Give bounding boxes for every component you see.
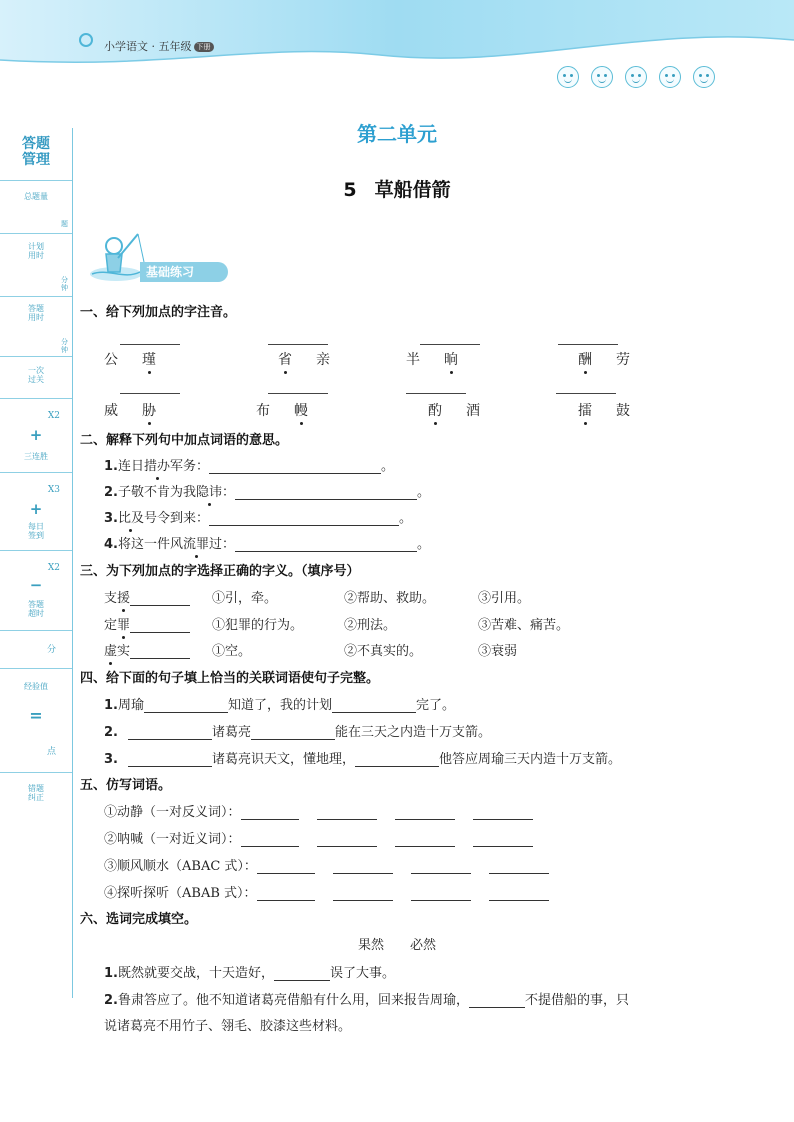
answer-blank[interactable] [257,886,315,901]
dotted-word: 风流罪过 [170,537,223,552]
label-line: 用时 [28,251,44,260]
answer-blank[interactable] [274,966,330,981]
answer-blank[interactable] [251,725,335,740]
answer-blank[interactable] [130,591,190,606]
q3-option: ②刑法。 [344,618,397,633]
text: 。 [381,459,395,474]
char: 鼓 [616,403,630,419]
label-line: 过关 [28,375,44,384]
q4-heading: 四、给下面的句子填上恰当的关联词语使句子完整。 [80,671,380,686]
answer-blank[interactable] [209,511,399,526]
dotted-char: 省 [278,352,292,368]
char: 公 [104,352,118,368]
answer-blank[interactable] [130,618,190,633]
exp-label: 经验值 [24,682,48,691]
item-number: 3. [104,511,118,526]
plus-sign: + [29,426,43,444]
text: 。 [417,537,431,552]
label-line: 答题 [28,600,44,609]
text: 军务： [170,459,210,474]
label-line: 错题 [28,784,44,793]
q2-item [104,455,394,474]
answer-blank[interactable] [241,805,299,820]
dotted-char: 晌 [444,352,458,368]
word-choulao [578,349,630,369]
dotted-word: 隐讳 [196,485,223,500]
answer-blank[interactable] [235,485,417,500]
unit-title: 第二单元 [357,122,437,146]
q5-item [104,828,533,847]
dotted-char: 擂 [578,403,592,419]
answer-blank[interactable] [332,698,416,713]
char: 威 [104,403,118,419]
word-buman [256,400,308,420]
smiley-icon [591,66,613,88]
answer-blank[interactable] [257,859,315,874]
overtime-label [0,600,72,618]
plan-time-label [0,242,72,260]
answer-blank[interactable] [469,993,525,1008]
multiplier-x2: X2 [47,411,60,421]
text: 将这一件 [117,537,170,552]
char: 实 [117,644,131,659]
answer-blank[interactable] [333,859,393,874]
dotted-char: 胁 [142,403,156,419]
label-line: 用时 [28,313,44,322]
sidebar-title-line: 答题 [22,136,50,152]
char: 酒 [466,403,480,419]
answer-blank[interactable] [489,886,549,901]
answer-blank[interactable] [235,537,417,552]
text: 知道了，我的计划 [228,698,333,713]
item-number: 2. [104,993,118,1008]
word-weixie [104,400,156,420]
pinyin-blank[interactable] [268,344,328,345]
q3-option: ②帮助、救助。 [344,591,436,606]
q3-word [104,614,190,633]
q4-item [104,694,455,713]
word-gongjin [104,349,156,369]
dotted-char: 虚 [104,644,118,659]
char: 布 [256,403,270,419]
dotted-char: 瑾 [142,352,156,368]
char: 定 [104,618,118,633]
first-pass-label [0,366,72,384]
smiley-icon [557,66,579,88]
answer-blank[interactable] [473,805,533,820]
unit-line: 钟 [61,346,68,354]
score-unit: 分 [46,645,56,655]
q3-option: ①空。 [212,644,252,659]
brand-label: 小学语文 · 五年级 [104,40,192,53]
text: 不提借船的事，只 [525,993,630,1008]
q3-option: ②不真实的。 [344,644,423,659]
divider [0,550,72,551]
label-line: 每日 [28,522,44,531]
q4-item [104,748,621,767]
text: ④探听探听（ABAB 式）： [104,886,257,901]
answer-blank[interactable] [130,644,190,659]
answer-blank[interactable] [241,832,299,847]
divider [0,472,72,473]
text: ③顺风顺水（ABAC 式）： [104,859,257,874]
dotted-char: 幔 [294,403,308,419]
text: 既然就要交战，十天造好， [117,966,274,981]
divider [0,398,72,399]
lesson-title [0,175,794,202]
label-line: 答题 [28,304,44,313]
answer-blank[interactable] [144,698,228,713]
q2-item [104,481,430,500]
text: 周瑜 [117,698,144,713]
divider [0,233,72,234]
lesson-name: 草船借箭 [374,179,451,201]
item-number: 3. [104,752,118,767]
smiley-icon [659,66,681,88]
text: 连日 [117,459,144,474]
plus-sign: + [29,500,43,518]
word-zhuojiu [428,400,480,420]
text: 子敬不肯为我 [117,485,196,500]
q3-option: ③衰弱 [478,644,518,659]
label-line: 一次 [28,366,44,375]
label-line: 签到 [28,531,44,540]
label-line: 超时 [28,609,44,618]
q6-word-choices: 果然 必然 [358,938,437,953]
multiplier-x2: X2 [47,563,60,573]
smiley-icon [693,66,715,88]
text: 诸葛亮识天文，懂地理， [211,752,355,767]
text: 诸葛亮 [211,725,251,740]
q2-item [104,533,430,552]
answer-management-sidebar [0,128,73,998]
answer-blank[interactable] [355,752,439,767]
plan-time-unit [61,276,68,292]
text: 。 [417,485,431,500]
text: 。 [399,511,413,526]
q5-item [104,855,549,874]
q3-heading: 三、为下列加点的字选择正确的字义。（填序号） [80,564,360,579]
lesson-number: 5 [343,179,357,201]
text: 他答应周瑜三天内造十万支箭。 [439,752,622,767]
smiley-icon [625,66,647,88]
text: 鲁肃答应了。他不知道诸葛亮借船有什么用，回来报告周瑜， [117,993,469,1008]
sidebar-title-line: 管理 [22,152,50,168]
dotted-char: 酌 [428,403,442,419]
text: ②呐喊（一对近义词）： [104,832,241,847]
answer-blank[interactable] [128,752,212,767]
answer-blank[interactable] [317,832,377,847]
text: ①动静（一对反义词）： [104,805,241,820]
total-label: 总题量 [24,192,48,201]
q3-option: ③引用。 [478,591,531,606]
label-line: 纠正 [28,793,44,802]
pinyin-blank[interactable] [406,393,466,394]
answer-blank[interactable] [489,859,549,874]
minus-sign: − [29,576,43,594]
dotted-char: 罪 [117,618,131,633]
label-line: 计划 [28,242,44,251]
answer-time-unit [61,338,68,354]
answer-blank[interactable] [473,832,533,847]
q3-option: ①犯罪的行为。 [212,618,304,633]
unit-line: 钟 [61,284,68,292]
dotted-word: 比及 [117,511,144,526]
answer-blank[interactable] [209,459,381,474]
q3-option: ①引，牵。 [212,591,278,606]
q5-item [104,801,533,820]
text: 能在三天之内造十万支箭。 [335,725,492,740]
word-leigu [578,400,630,420]
equals-sign: = [29,706,43,725]
points-unit: 点 [46,747,56,757]
dotted-word: 措办 [144,459,171,474]
divider [0,772,72,773]
answer-blank[interactable] [395,805,455,820]
text: 完了。 [416,698,456,713]
char: 劳 [616,352,630,368]
brand-text [104,38,214,54]
unit-line: 分 [61,276,68,284]
q3-word [104,587,190,606]
q5-heading: 五、仿写词语。 [80,778,172,793]
multiplier-x3: X3 [47,485,60,495]
q6-heading: 六、选词完成填空。 [80,912,198,927]
q6-continuation: 说诸葛亮不用竹子、翎毛、胶漆这些材料。 [104,1019,352,1034]
dotted-char: 酬 [578,352,592,368]
answer-blank[interactable] [395,832,455,847]
q3-option: ③苦难、痛苦。 [478,618,570,633]
streak-label: 三连胜 [24,452,48,461]
dotted-char: 援 [117,591,131,606]
item-number: 2. [104,485,118,500]
char: 半 [406,352,420,368]
text: ： [222,537,236,552]
q2-item [104,507,412,526]
q4-item [104,721,491,740]
daily-checkin-label [0,522,72,540]
answer-blank[interactable] [411,859,471,874]
text: 号令到来： [144,511,210,526]
q3-word [104,640,190,659]
char: 亲 [316,352,330,368]
answer-blank[interactable] [317,805,377,820]
pinyin-blank[interactable] [420,344,480,345]
q5-item [104,882,549,901]
answer-time-label [0,304,72,322]
divider [0,668,72,669]
total-unit: 题 [61,220,68,228]
answer-blank[interactable] [411,886,471,901]
q6-item [104,962,395,981]
item-number: 2. [104,725,118,740]
item-number: 1. [104,966,118,981]
divider [0,356,72,357]
word-xingqin [278,349,330,369]
text: 误了大事。 [330,966,396,981]
item-number: 4. [104,537,118,552]
q2-heading: 二、解释下列句中加点词语的意思。 [80,433,289,448]
q1-heading: 一、给下列加点的字注音。 [80,305,237,320]
edition-tag: 下册 [194,42,214,52]
word-banshang [406,349,458,369]
divider [0,296,72,297]
pinyin-blank[interactable] [556,393,616,394]
divider [0,630,72,631]
char: 支 [104,591,118,606]
wrong-correction-label [0,784,72,802]
q6-item [104,989,629,1008]
item-number: 1. [104,698,118,713]
basic-practice-label: 基础练习 [140,262,228,282]
answer-blank[interactable] [333,886,393,901]
text: ： [222,485,236,500]
unit-line: 分 [61,338,68,346]
pinyin-blank[interactable] [120,344,180,345]
pinyin-blank[interactable] [120,393,180,394]
answer-blank[interactable] [128,725,212,740]
pinyin-blank[interactable] [268,393,328,394]
pinyin-blank[interactable] [558,344,618,345]
item-number: 1. [104,459,118,474]
